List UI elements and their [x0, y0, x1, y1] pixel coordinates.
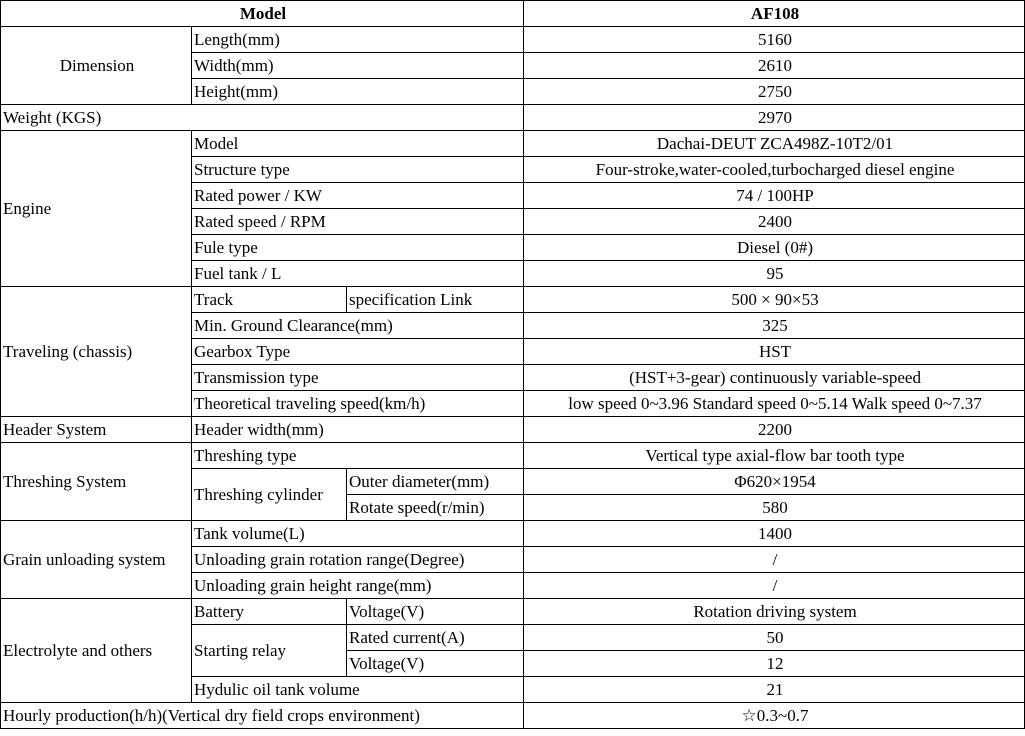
track-value: 500 × 90×53 — [524, 287, 1025, 313]
engine-model-label: Model — [192, 131, 524, 157]
ground-clearance-value: 325 — [524, 313, 1025, 339]
table-row — [1, 287, 1025, 313]
length-value: 5160 — [524, 27, 1025, 53]
battery-label: Battery — [192, 599, 347, 625]
threshing-group-label: Threshing System — [1, 443, 192, 521]
oil-tank-value: 21 — [524, 677, 1025, 703]
traveling-speed-label: Theoretical traveling speed(km/h) — [192, 391, 524, 417]
structure-type-label: Structure type — [192, 157, 524, 183]
oil-tank-label: Hydulic oil tank volume — [192, 677, 524, 703]
battery-voltage-label: Voltage(V) — [347, 599, 524, 625]
table-row — [1, 131, 1025, 157]
traveling-speed-value: low speed 0~3.96 Standard speed 0~5.14 Walk speed 0~7.37 — [524, 391, 1025, 417]
gearbox-type-label: Gearbox Type — [192, 339, 524, 365]
height-value: 2750 — [524, 79, 1025, 105]
grain-group-label: Grain unloading system — [1, 521, 192, 599]
engine-group-label: Engine — [1, 131, 192, 287]
tank-volume-value: 1400 — [524, 521, 1025, 547]
hourly-production-value: ☆0.3~0.7 — [524, 703, 1025, 729]
outer-diameter-label: Outer diameter(mm) — [347, 469, 524, 495]
battery-value: Rotation driving system — [524, 599, 1025, 625]
table-row — [1, 27, 1025, 53]
rated-current-label: Rated current(A) — [347, 625, 524, 651]
table-row — [1, 599, 1025, 625]
fuel-tank-value: 95 — [524, 261, 1025, 287]
length-label: Length(mm) — [192, 27, 524, 53]
weight-value: 2970 — [524, 105, 1025, 131]
height-label: Height(mm) — [192, 79, 524, 105]
width-label: Width(mm) — [192, 53, 524, 79]
fuel-type-value: Diesel (0#) — [524, 235, 1025, 261]
threshing-cylinder-label: Threshing cylinder — [192, 469, 347, 521]
threshing-type-label: Threshing type — [192, 443, 524, 469]
weight-label: Weight (KGS) — [1, 105, 524, 131]
tank-volume-label: Tank volume(L) — [192, 521, 524, 547]
relay-voltage-value: 12 — [524, 651, 1025, 677]
gearbox-type-value: HST — [524, 339, 1025, 365]
track-sublabel: specification Link — [347, 287, 524, 313]
rated-speed-label: Rated speed / RPM — [192, 209, 524, 235]
fuel-type-label: Fule type — [192, 235, 524, 261]
table-row — [1, 417, 1025, 443]
header-system-group-label: Header System — [1, 417, 192, 443]
transmission-type-value: (HST+3-gear) continuously variable-speed — [524, 365, 1025, 391]
header-width-value: 2200 — [524, 417, 1025, 443]
unloading-rotation-value: / — [524, 547, 1025, 573]
unloading-rotation-label: Unloading grain rotation range(Degree) — [192, 547, 524, 573]
outer-diameter-value: Φ620×1954 — [524, 469, 1025, 495]
traveling-group-label: Traveling (chassis) — [1, 287, 192, 417]
starting-relay-label: Starting relay — [192, 625, 347, 677]
hourly-production-label: Hourly production(h/h)(Vertical dry field crops environment) — [1, 703, 524, 729]
rated-power-label: Rated power / KW — [192, 183, 524, 209]
model-header-value: AF108 — [524, 1, 1025, 27]
table-row — [1, 443, 1025, 469]
transmission-type-label: Transmission type — [192, 365, 524, 391]
dimension-group-label: Dimension — [1, 27, 192, 105]
table-row — [1, 521, 1025, 547]
threshing-type-value: Vertical type axial-flow bar tooth type — [524, 443, 1025, 469]
header-width-label: Header width(mm) — [192, 417, 524, 443]
rotate-speed-label: Rotate speed(r/min) — [347, 495, 524, 521]
model-header-label: Model — [1, 1, 524, 27]
relay-voltage-label: Voltage(V) — [347, 651, 524, 677]
rated-power-value: 74 / 100HP — [524, 183, 1025, 209]
table-row — [1, 1, 1025, 27]
ground-clearance-label: Min. Ground Clearance(mm) — [192, 313, 524, 339]
structure-type-value: Four-stroke,water-cooled,turbocharged diesel engine — [524, 157, 1025, 183]
fuel-tank-label: Fuel tank / L — [192, 261, 524, 287]
table-row — [1, 105, 1025, 131]
unloading-height-label: Unloading grain height range(mm) — [192, 573, 524, 599]
rated-current-value: 50 — [524, 625, 1025, 651]
unloading-height-value: / — [524, 573, 1025, 599]
electrolyte-group-label: Electrolyte and others — [1, 599, 192, 703]
engine-model-value: Dachai-DEUT ZCA498Z-10T2/01 — [524, 131, 1025, 157]
rated-speed-value: 2400 — [524, 209, 1025, 235]
width-value: 2610 — [524, 53, 1025, 79]
table-row — [1, 703, 1025, 729]
rotate-speed-value: 580 — [524, 495, 1025, 521]
track-label: Track — [192, 287, 347, 313]
